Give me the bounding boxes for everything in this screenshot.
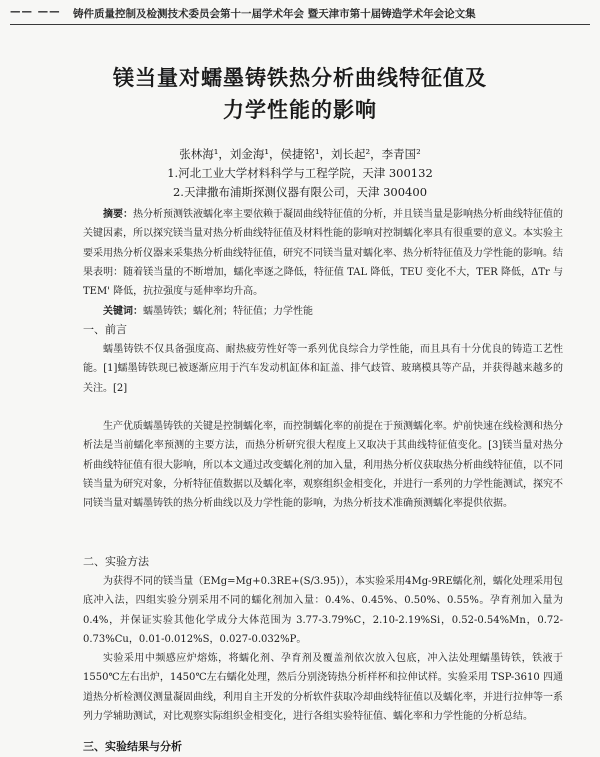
keywords-label: 关键词： [103,306,143,317]
keywords [83,302,563,321]
intro-paragraph-2: 生产优质蠕墨铸铁的关键是控制蠕化率，而控制蠕化率的前提在于预测蠕化率。炉前快速在线检测和热分析法是当前蠕化率预测的主要方法，而热分析研究很大程度上又取决于其曲线特征值变化。[3]镁当量对热分析曲线特征值有很大影响，所以本文通过改变蠕化剂的加入量，利用热分析仪获取热分析曲线特征值，以不同镁当量为研究对象，分析特征值数据以及蠕化率，观察组织金相变化，并进行一系列的力学性能测试，探究不同镁当量对蠕墨铸铁的热分析曲线以及力学性能的影响，为热分析技术准确预测蠕化率提供依据。 [83,421,563,510]
keywords-text: 蠕墨铸铁；蠕化剂；特征值；力学性能 [143,306,313,317]
header-dash: —— —— [10,6,61,18]
affiliation-1: 1.河北工业大学材料科学与工程学院，天津 300132 [167,166,433,180]
title-line-1: 镁当量对蠕墨铸铁热分析曲线特征值及 [113,66,487,90]
method-paragraph-2: 实验采用中频感应炉熔炼，将蠕化剂、孕育剂及覆盖剂依次放入包底，冲入法处理蠕墨铸铁，铁液于 1550℃左右出炉，1450℃左右蠕化处理，然后分别浇铸热分析样杯和拉伸试样。实验采用 TSP-3610 四通道热分析检测仪测量凝固曲线，利用自主开发的分析软件获取冷却曲线特征值以及蠕化率，并进行拉伸等一系列力学辅助测试，对比观察实际组织金相变化，进行各组实验特征值、蠕化率和力学性能的分析总结。 [83,653,563,722]
title-line-2: 力学性能的影响 [223,98,377,122]
header-text: 铸件质量控制及检测技术委员会第十一届学术年会 暨天津市第十届铸造学术年会论文集 [73,8,476,20]
method-paragraph-1: 为获得不同的镁当量（EMg=Mg+0.3RE+(S/3.95)），本实验采用4Mg-9RE蠕化剂，蠕化处理采用包底冲入法，四组实验分别采用不同的蠕化剂加入量：0.4%、0.45%、0.50%、0.55%。孕育剂加入量为 0.4%，并保证实验其他化学成分大体范围为 3.77-3.79%C，2.10-2.19%Si，0.52-0.54%Mn，0.72-0.73%Cu，0.01-0.012%S，0.027-0.032%P。 [83,576,563,645]
intro-paragraph-1: 蠕墨铸铁不仅具备强度高、耐热疲劳性好等一系列优良综合力学性能，而且具有十分优良的铸造工艺性能。[1]蠕墨铸铁现已被逐渐应用于汽车发动机缸体和缸盖、排气歧管、玻璃模具等产品，并获得越来越多的关注。[2] [83,344,563,394]
method-heading: 二、实验方法 [83,555,149,568]
header-rule [10,24,590,25]
affiliation-2: 2.天津撒布浦斯探测仪器有限公司，天津 300400 [172,185,428,199]
results-heading: 三、实验结果与分析 [83,740,182,753]
authors: 张林海¹，刘金海¹，侯捷铭¹，刘长起²，李青国² [179,147,421,161]
abstract-text: 热分析预测铁液蠕化率主要依赖于凝固曲线特征值的分析，并且镁当量是影响热分析曲线特征值的关键因素，所以探究镁当量对热分析曲线特征值及材料性能的影响对控制蠕化率具有很重要的意义。本实验主要采用热分析仪器来采集热分析曲线特征值，研究不同镁当量对蠕化率、热分析特征值及力学性能的影响。结果表明：随着镁当量的不断增加，蠕化率逐之降低，特征值 TAL 降低，TEU 变化不大，TER 降低，ΔTr 与 TEM' 降低，抗拉强度与延伸率均升高。 [83,209,563,298]
abstract-label: 摘要： [103,209,133,220]
intro-heading: 一、前言 [83,323,127,336]
abstract [83,205,563,301]
